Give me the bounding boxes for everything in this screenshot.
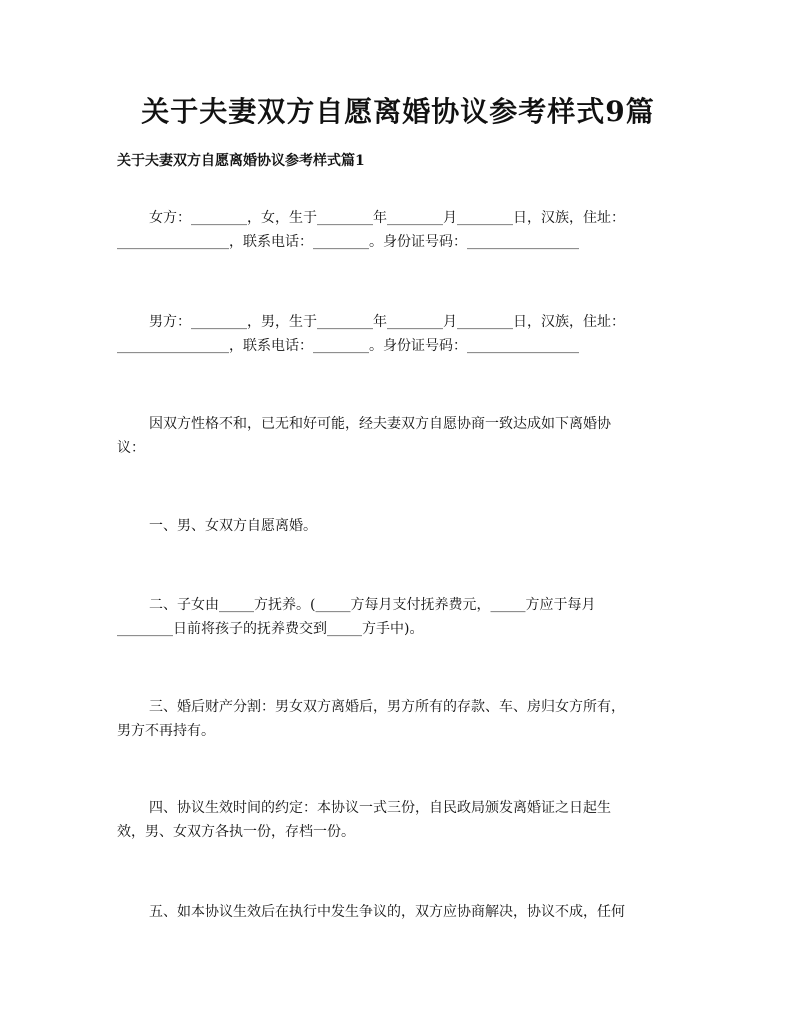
paragraph-male [117,310,683,358]
paragraph-female [117,206,683,254]
document-title: 关于夫妻双方自愿离婚协议参考样式9篇 [141,95,655,128]
paragraph-line: 男方不再持有。 [117,723,215,739]
paragraph-line: 五、如本协议生效后在执行中发生争议的，双方应协商解决，协议不成，任何 [149,904,625,920]
paragraph-intro [117,412,683,460]
paragraph-line: ________________，联系电话：________。身份证号码：________________ [117,234,579,250]
clause-1 [117,514,683,538]
paragraph-line: 二、子女由_____方抚养。(_____方每月支付抚养费元，_____方应于每月 [149,597,596,613]
clause-2 [117,593,683,641]
clause-3 [117,695,683,743]
paragraph-line: 因双方性格不和，已无和好可能，经夫妻双方自愿协商一致达成如下离婚协 [149,416,611,432]
paragraph-line: ________日前将孩子的抚养费交到_____方手中)。 [117,621,424,637]
paragraph-line: 四、协议生效时间的约定：本协议一式三份，自民政局颁发离婚证之日起生 [149,800,611,816]
section-heading: 关于夫妻双方自愿离婚协议参考样式篇1 [117,153,365,169]
paragraph-line: 三、婚后财产分割：男女双方离婚后，男方所有的存款、车、房归女方所有， [149,699,625,715]
paragraph-line: 女方：________，女，生于________年________月________日，汉族，住址： [149,210,625,226]
paragraph-line: ________________，联系电话：________。身份证号码：________________ [117,338,579,354]
clause-4 [117,796,683,844]
paragraph-line: 一、男、女双方自愿离婚。 [149,518,317,534]
clause-5 [117,900,683,924]
paragraph-line: 效，男、女双方各执一份，存档一份。 [117,824,355,840]
paragraph-line: 男方：________，男，生于________年________月________日，汉族，住址： [149,314,625,330]
paragraph-line: 议： [117,440,145,456]
